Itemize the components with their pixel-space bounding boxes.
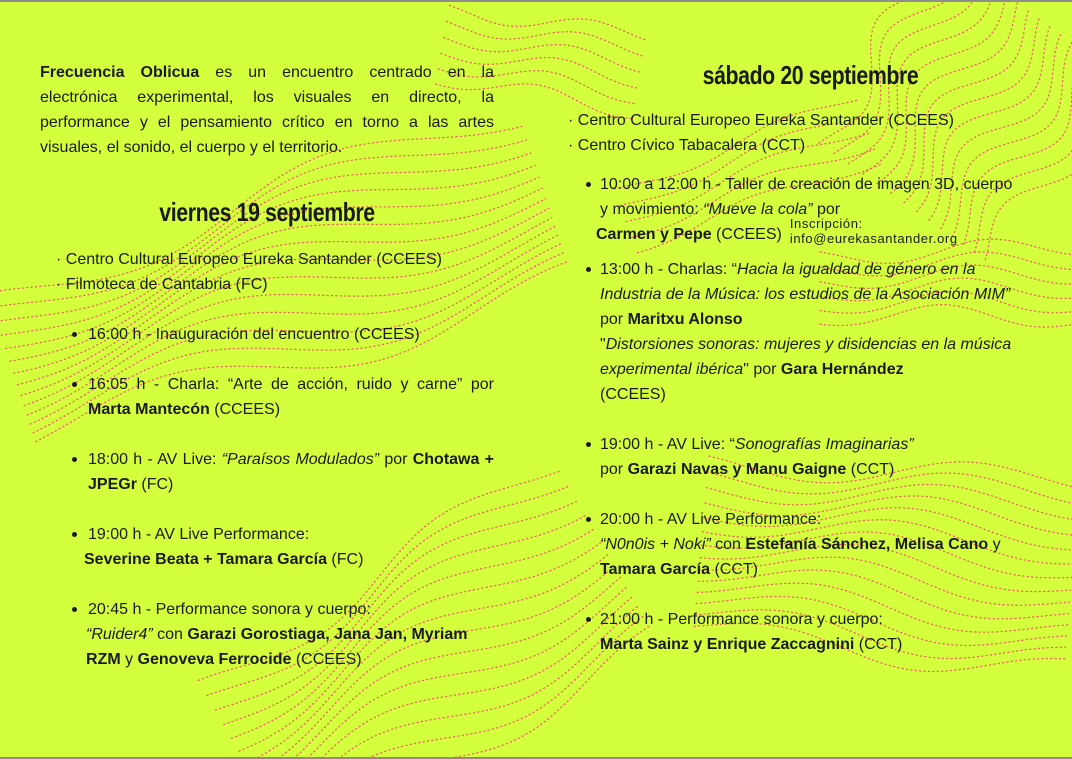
right-column bbox=[568, 60, 1013, 657]
event-venue: (CCEES) bbox=[711, 226, 782, 243]
event-venue: (FC) bbox=[136, 476, 174, 493]
event-artist: Genoveva Ferrocide bbox=[137, 651, 292, 668]
event-text: 19:00 h - AV Live: “ bbox=[600, 436, 735, 453]
friday-title: viernes 19 septiembre bbox=[159, 197, 375, 227]
event-text: con bbox=[710, 536, 746, 553]
event-text: 21:00 h - Performance sonora y cuerpo: bbox=[600, 611, 883, 628]
event-text: por bbox=[379, 451, 413, 468]
venue-item: · Centro Cívico Tabacalera (CCT) bbox=[568, 133, 1013, 158]
intro-text: es un encuentro centrado en la electrónica experimental, los visuales en directo, la performance y el pensamiento crítico en torno a las artes visuales, el sonido, el cuerpo y el territorio. bbox=[40, 64, 495, 156]
intro-paragraph bbox=[40, 60, 494, 160]
event-artist: Maritxu Alonso bbox=[627, 311, 743, 328]
event-text: 16:05 h - Charla: “Arte de acción, ruido y carne” por bbox=[88, 376, 494, 393]
event-item bbox=[40, 322, 494, 347]
event-text: 16:00 h - Inauguración del encuentro (CCEES) bbox=[88, 326, 420, 343]
event-title: “Mueve la cola” bbox=[703, 201, 813, 218]
venue-item: · Filmoteca de Cantabria (FC) bbox=[56, 272, 494, 297]
event-title: “Ruider4” bbox=[86, 626, 153, 643]
event-text: y bbox=[988, 536, 1001, 553]
event-item bbox=[568, 432, 1013, 482]
friday-events bbox=[40, 322, 494, 672]
event-text: con bbox=[152, 626, 188, 643]
event-text: " por bbox=[743, 361, 781, 378]
event-text: 20:00 h - AV Live Performance: bbox=[600, 511, 822, 528]
registration-note bbox=[790, 216, 958, 246]
event-item bbox=[40, 597, 494, 672]
registration-email: info@eurekasantander.org bbox=[789, 231, 958, 246]
event-item bbox=[40, 372, 494, 422]
venue-item: · Centro Cultural Europeo Eureka Santander (CCEES) bbox=[568, 108, 1013, 133]
event-artist: Gara Hernández bbox=[780, 361, 904, 378]
event-venue: (FC) bbox=[326, 551, 364, 568]
event-venue: (CCEES) bbox=[209, 401, 281, 418]
registration-label: Inscripción: bbox=[789, 216, 863, 231]
event-venue: (CCT) bbox=[854, 636, 903, 653]
event-item bbox=[568, 507, 1013, 582]
event-title: Distorsiones sonoras: mujeres y disidencias en la música experimental ibérica bbox=[600, 336, 1012, 378]
left-column bbox=[40, 60, 494, 672]
event-item bbox=[40, 447, 494, 497]
saturday-events bbox=[568, 172, 1013, 657]
event-text: por bbox=[600, 461, 628, 478]
event-text: 18:00 h - AV Live: bbox=[88, 451, 222, 468]
event-artist: Carmen y Pepe bbox=[596, 226, 712, 243]
event-item bbox=[568, 607, 1013, 657]
event-venue: (CCT) bbox=[846, 461, 895, 478]
event-artist: Marta Sainz y Enrique Zaccagnini bbox=[600, 636, 855, 653]
event-venue: (CCEES) bbox=[600, 386, 666, 403]
event-text: 13:00 h - Charlas: “ bbox=[600, 261, 737, 278]
event-text: 10:00 a 12:00 h - Taller de creación de imagen 3D, cuerpo y movimiento: bbox=[600, 176, 1013, 218]
event-artist: Garazi Navas y Manu Gaigne bbox=[627, 461, 847, 478]
event-title: Hacia la igualdad de género en la Industria de la Música: los estudios de la Asociación MIM” bbox=[600, 261, 1011, 303]
event-artist: Marta Mantecón bbox=[88, 401, 210, 418]
event-artist: Tamara García bbox=[600, 561, 710, 578]
event-title: “N0n0is + Noki” bbox=[600, 536, 711, 553]
festival-name: Frecuencia Oblicua bbox=[40, 64, 200, 81]
event-title: Sonografías Imaginarias” bbox=[734, 436, 914, 453]
saturday-venues bbox=[568, 108, 1013, 158]
event-artist: Severine Beata + Tamara García bbox=[84, 551, 327, 568]
saturday-title: sábado 20 septiembre bbox=[702, 60, 919, 90]
event-text: 19:00 h - AV Live Performance: bbox=[88, 526, 310, 543]
event-artist: Estefanía Sánchez, Melisa Cano bbox=[745, 536, 989, 553]
event-text: por bbox=[812, 201, 841, 218]
event-item bbox=[40, 522, 494, 572]
event-text: por bbox=[600, 311, 628, 328]
event-text: " bbox=[600, 336, 606, 353]
event-item bbox=[568, 257, 1013, 407]
event-item bbox=[568, 172, 1013, 247]
friday-venues bbox=[56, 247, 494, 297]
venue-item: · Centro Cultural Europeo Eureka Santander (CCEES) bbox=[56, 247, 494, 272]
event-title: “Paraísos Modulados” bbox=[221, 451, 380, 468]
event-venue: (CCT) bbox=[710, 561, 758, 578]
event-text: 20:45 h - Performance sonora y cuerpo: bbox=[88, 601, 371, 618]
event-artist: Garazi Gorostiaga, Jana Jan, Myriam RZM bbox=[86, 626, 468, 668]
event-venue: (CCEES) bbox=[291, 651, 362, 668]
event-text: y bbox=[120, 651, 138, 668]
event-artist: Chotawa + JPEGr bbox=[88, 451, 495, 493]
